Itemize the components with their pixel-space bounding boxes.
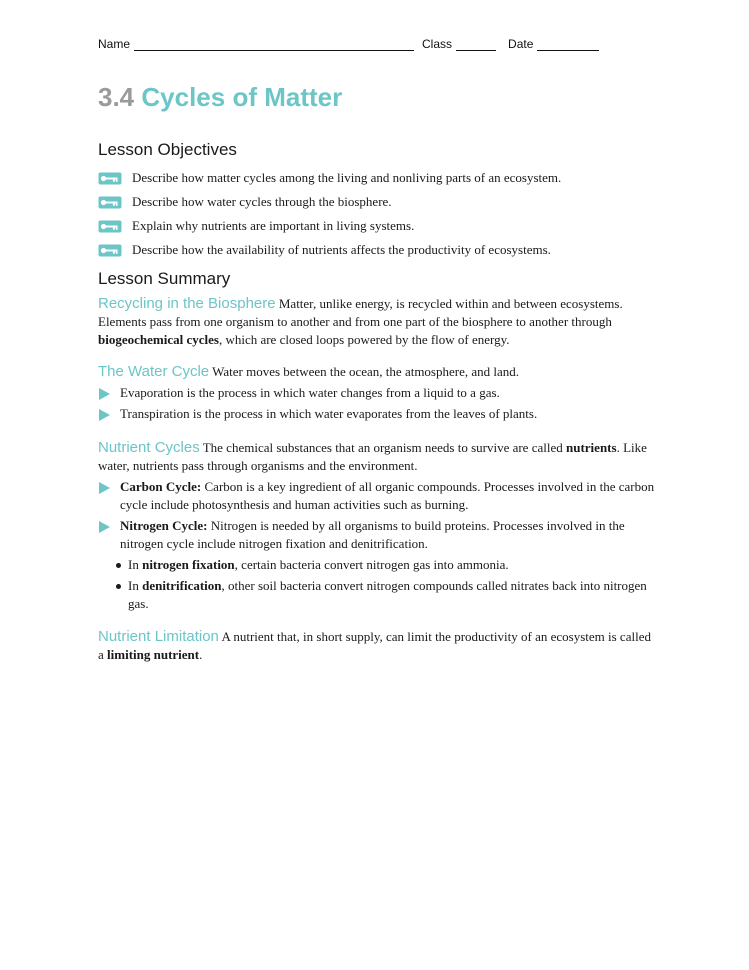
student-info-line <box>98 37 599 51</box>
dot-icon <box>116 584 121 589</box>
nutrient-limitation-paragraph <box>98 628 658 664</box>
list-item <box>98 384 658 402</box>
recycling-paragraph <box>98 295 658 349</box>
date-label: Date <box>508 37 534 51</box>
nutrient-limitation-text-end: . <box>199 647 203 662</box>
list-item <box>98 405 658 423</box>
nitrogen-cycle-label: Nitrogen Cycle: <box>120 518 208 533</box>
name-label: Name <box>98 37 131 51</box>
section-number: 3.4 <box>98 82 135 112</box>
nitrogen-sub-bullets <box>98 556 658 613</box>
objective-text: Explain why nutrients are important in living systems. <box>132 218 415 233</box>
nutrient-limitation-subheading: Nutrient Limitation <box>98 628 219 645</box>
objective-item <box>98 214 561 238</box>
denit-text: , other soil bacteria convert nitrogen compounds called nitrates back into nitrogen gas. <box>128 578 647 611</box>
nutrient-limitation-text: A nutrient that, in short supply, can limit the productivity of an ecosystem is called a <box>98 629 651 662</box>
objective-text: Describe how water cycles through the biosphere. <box>132 194 392 209</box>
date-field[interactable] <box>537 38 599 51</box>
denit-prefix: In <box>128 578 139 593</box>
objective-text: Describe how matter cycles among the living and nonliving parts of an ecosystem. <box>132 170 562 185</box>
key-icon <box>98 244 122 257</box>
nitrogen-cycle-text: Nitrogen is needed by all organisms to build proteins. Processes involved in the nitrogen cycle include nitrogen fixation and denitrification. <box>120 518 625 551</box>
lesson-summary-heading: Lesson Summary <box>98 269 231 288</box>
recycling-text: Matter, unlike energy, is recycled within and between ecosystems. Elements pass from one organism to another and from one part of the biosphere to another through <box>98 296 623 329</box>
key-icon <box>98 172 122 185</box>
water-cycle-text: Water moves between the ocean, the atmosphere, and land. <box>212 364 520 379</box>
objective-item <box>98 238 561 262</box>
nitrogen-fixation-term: nitrogen fixation <box>142 557 235 572</box>
arrow-icon <box>99 482 110 494</box>
recycling-text-end: , which are closed loops powered by the flow of energy. <box>218 332 510 347</box>
arrow-icon <box>99 409 110 421</box>
water-cycle-section <box>98 363 658 426</box>
list-item <box>98 556 658 574</box>
nutrient-cycles-subheading: Nutrient Cycles <box>98 439 200 456</box>
nutrient-cycles-text-end: . Like water, nutrients pass through organisms and the environment. <box>98 440 647 473</box>
page-title <box>98 82 342 113</box>
class-label: Class <box>422 37 453 51</box>
water-cycle-subheading: The Water Cycle <box>98 363 210 380</box>
objective-text: Describe how the availability of nutrients affects the productivity of ecosystems. <box>132 242 551 257</box>
name-field[interactable] <box>134 38 414 51</box>
carbon-cycle-text: Carbon is a key ingredient of all organic compounds. Processes involved in the carbon cycle include photosynthesis and human activities such as burning. <box>120 479 655 512</box>
recycling-section <box>98 295 658 349</box>
denitrification-term: denitrification <box>142 578 222 593</box>
nutrient-cycles-bullets <box>98 478 658 553</box>
nutrients-term: nutrients <box>566 440 617 455</box>
nutrient-cycles-paragraph <box>98 439 658 475</box>
lesson-objectives-heading: Lesson Objectives <box>98 140 237 159</box>
list-item <box>98 577 658 613</box>
fixation-prefix: In <box>128 557 139 572</box>
class-field[interactable] <box>456 38 496 51</box>
key-icon <box>98 220 122 233</box>
section-title: Cycles of Matter <box>141 82 343 112</box>
carbon-cycle-label: Carbon Cycle: <box>120 479 202 494</box>
objective-item <box>98 190 561 214</box>
recycling-subheading: Recycling in the Biosphere <box>98 295 276 312</box>
transpiration-text: Transpiration is the process in which water evaporates from the leaves of plants. <box>120 406 538 421</box>
water-cycle-bullets <box>98 384 658 423</box>
nutrient-cycles-section <box>98 439 658 616</box>
limiting-nutrient-term: limiting nutrient <box>107 647 200 662</box>
arrow-icon <box>99 388 110 400</box>
nutrient-cycles-text: The chemical substances that an organism needs to survive are called <box>202 440 563 455</box>
arrow-icon <box>99 521 110 533</box>
water-cycle-paragraph <box>98 363 658 381</box>
evaporation-text: Evaporation is the process in which water changes from a liquid to a gas. <box>120 385 500 400</box>
objectives-list <box>98 166 561 262</box>
dot-icon <box>116 563 121 568</box>
key-icon <box>98 196 122 209</box>
nutrient-limitation-section <box>98 628 658 664</box>
list-item <box>98 517 658 553</box>
list-item <box>98 478 658 514</box>
fixation-text: , certain bacteria convert nitrogen gas into ammonia. <box>234 557 509 572</box>
biogeochemical-cycles-term: biogeochemical cycles <box>98 332 219 347</box>
objective-item <box>98 166 561 190</box>
